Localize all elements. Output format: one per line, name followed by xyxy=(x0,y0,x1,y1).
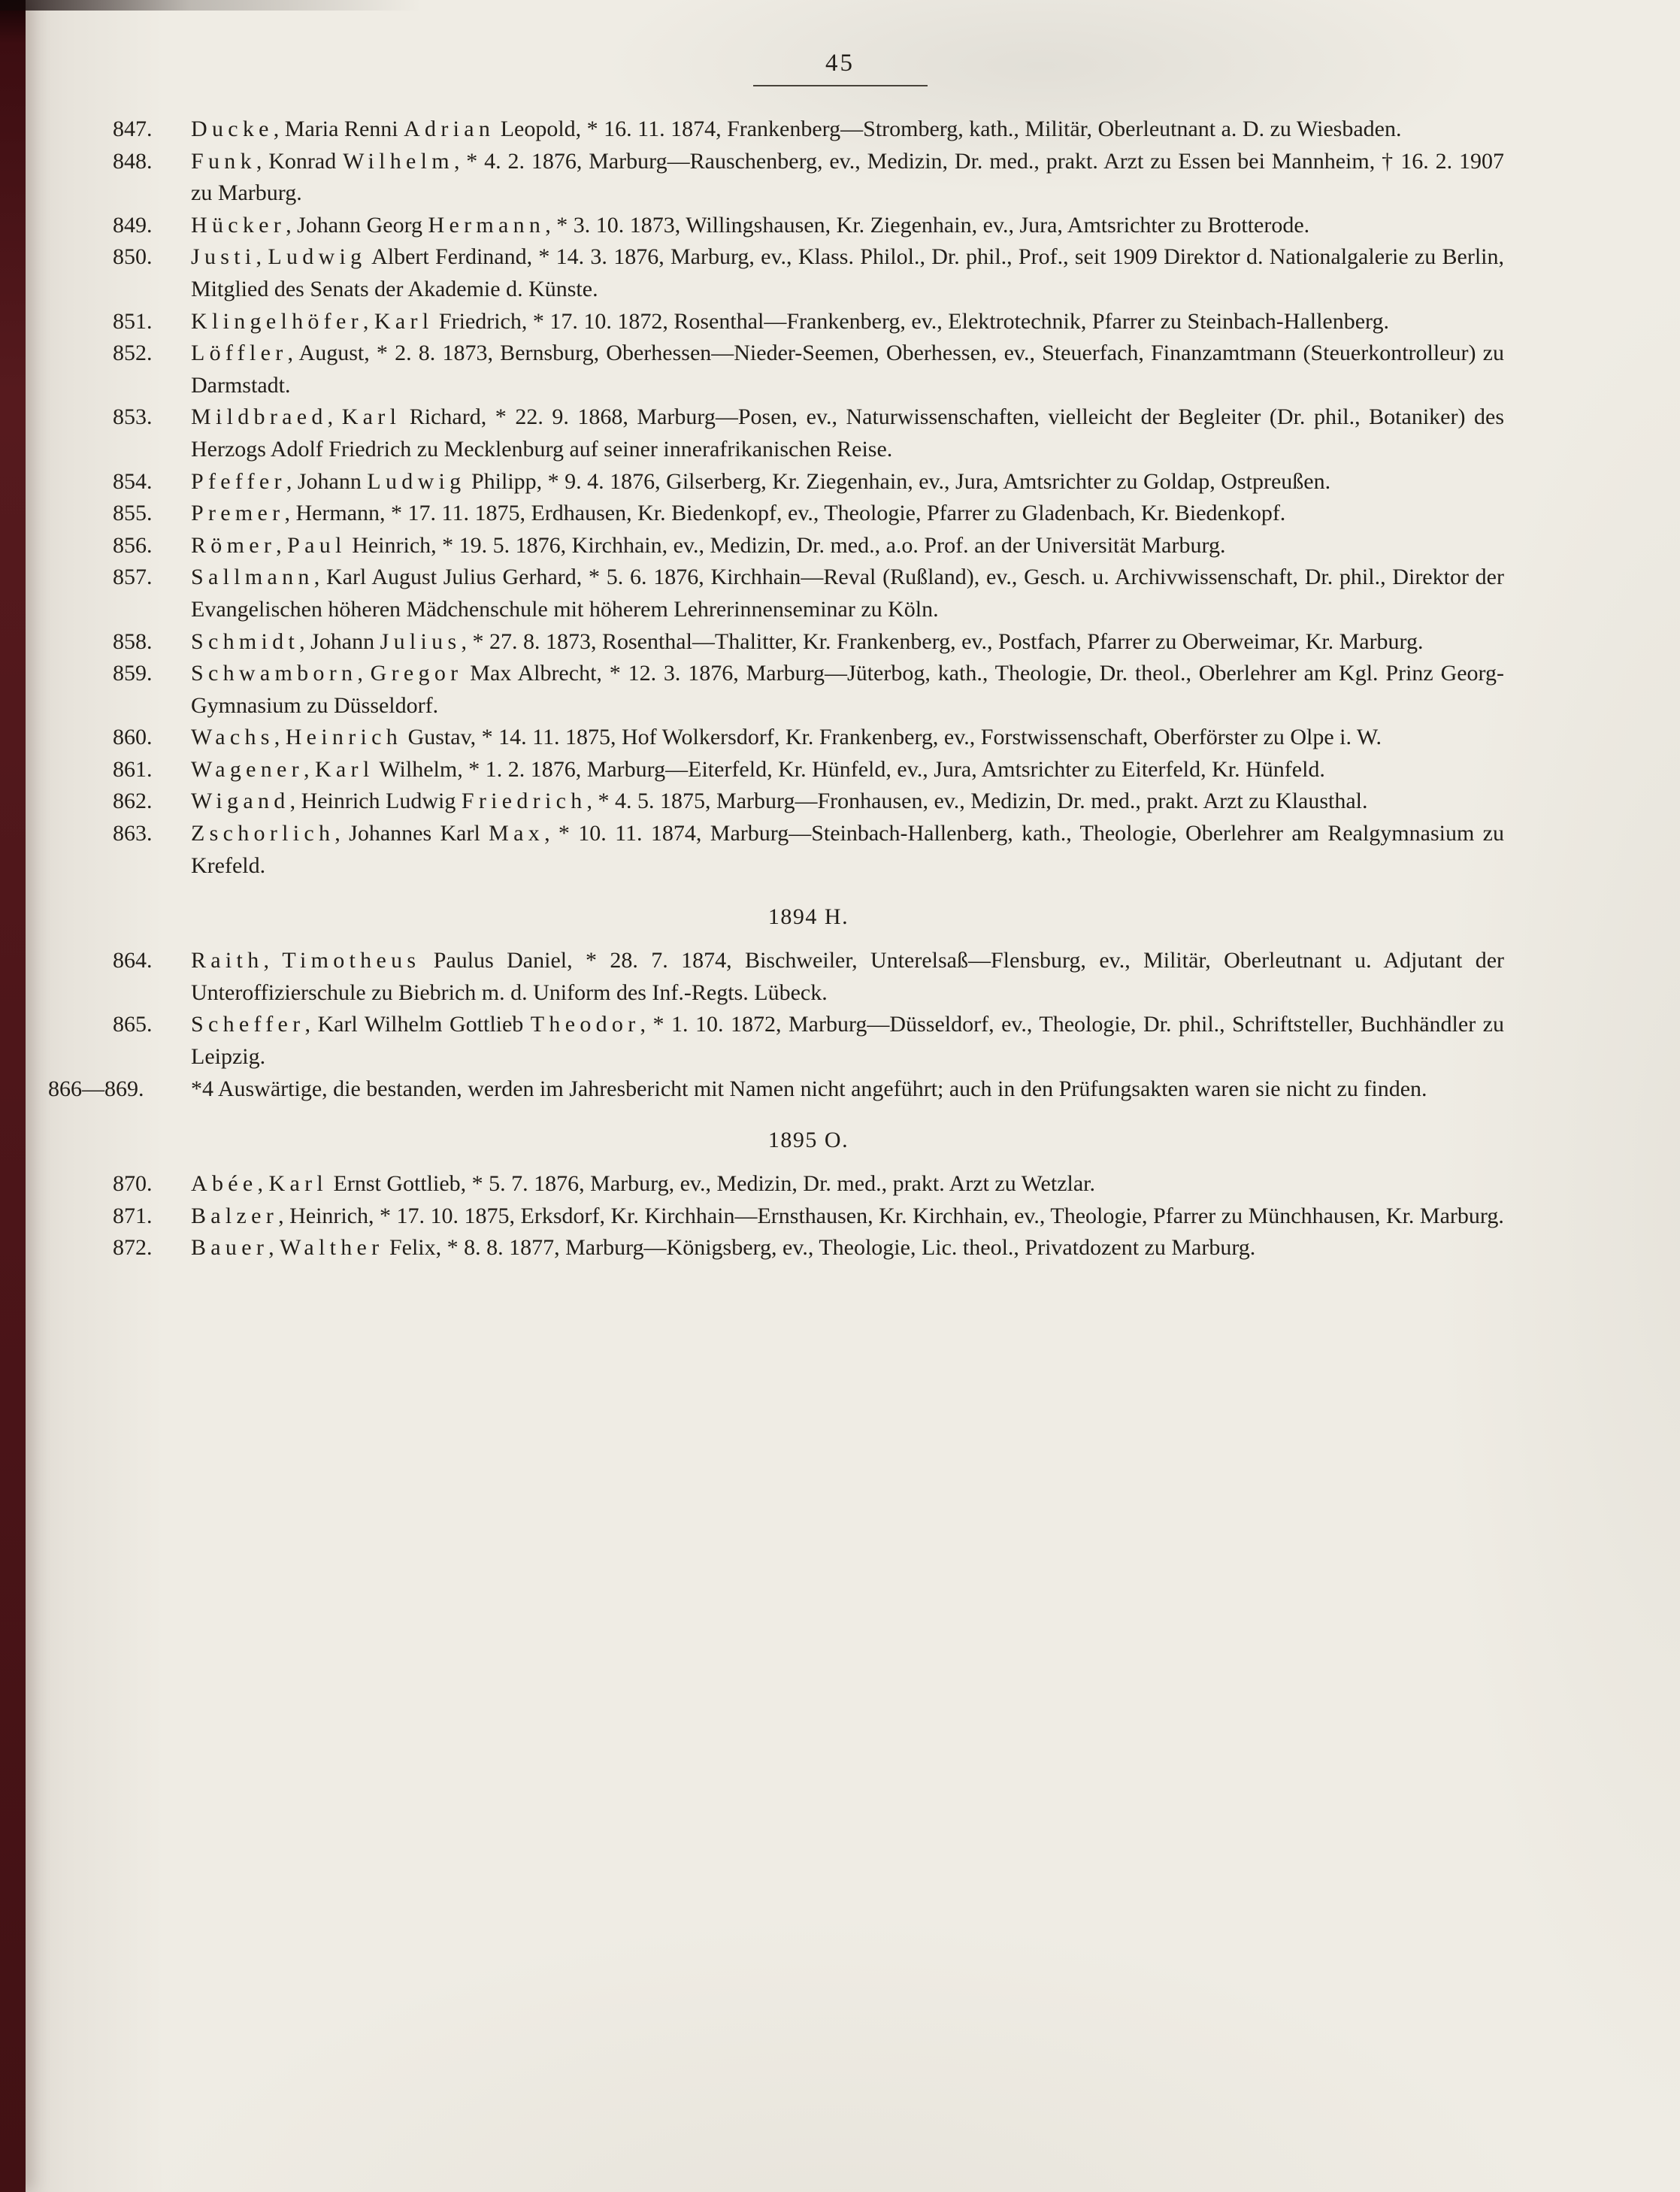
entry-number: 852. xyxy=(113,341,153,366)
letterspaced-name: Klingelhöfer xyxy=(191,308,363,334)
entry-number: 865. xyxy=(113,1012,153,1037)
entry-number: 870. xyxy=(113,1171,153,1197)
entry-text: Ducke, Maria Renni Adrian Leopold, * 16. 11. 1874, Frankenberg—Stromberg, kath., Militär, Oberleutnant a. D. zu Wiesbaden. xyxy=(191,117,1402,141)
entry-text: Balzer, Heinrich, * 17. 10. 1875, Erksdorf, Kr. Kirchhain—Ernsthausen, Kr. Kirchhain, ev., Theologie, Pfarrer zu Münchhausen, Kr. Marburg. xyxy=(191,1203,1504,1228)
list-item xyxy=(113,466,1504,498)
letterspaced-name: Zschorlich xyxy=(191,821,335,846)
entry-text: Scheffer, Karl Wilhelm Gottlieb Theodor, * 1. 10. 1872, Marburg—Düsseldorf, ev., Theologie, Dr. phil., Schriftsteller, Buchhändler zu Leipzig. xyxy=(191,1012,1504,1070)
letterspaced-name: Paul xyxy=(287,532,347,558)
letterspaced-name: Römer xyxy=(191,532,277,558)
letterspaced-name: Timotheus xyxy=(282,948,421,973)
letterspaced-name: Bauer xyxy=(191,1235,269,1261)
list-item xyxy=(48,1073,1504,1106)
letterspaced-name: Abée xyxy=(191,1171,258,1197)
letterspaced-name: Schwamborn xyxy=(191,661,358,686)
letterspaced-name: Raith xyxy=(191,948,264,973)
entry-text: Römer, Paul Heinrich, * 19. 5. 1876, Kirchhain, ev., Medizin, Dr. med., a.o. Prof. an der Universität Marburg. xyxy=(191,532,1226,558)
letterspaced-name: Ludwig xyxy=(268,244,367,270)
entry-number: 847. xyxy=(113,117,153,141)
letterspaced-name: Premer xyxy=(191,501,285,526)
page-header xyxy=(0,0,1680,86)
letterspaced-name: Julius xyxy=(380,628,462,654)
entry-number: 854. xyxy=(113,468,153,494)
entry-number: 862. xyxy=(113,789,153,814)
letterspaced-name: Hermann xyxy=(428,212,546,238)
list-item xyxy=(113,626,1504,659)
entry-number: 856. xyxy=(113,532,153,558)
letterspaced-name: Karl xyxy=(268,1171,328,1197)
letterspaced-name: Karl xyxy=(374,308,434,334)
entry-number: 853. xyxy=(113,404,153,430)
letterspaced-name: Funk xyxy=(191,148,256,174)
entry-text: Löffler, August, * 2. 8. 1873, Bernsburg, Oberhessen—Nieder-Seemen, Oberhessen, ev., Steuerfach, Finanzamtmann (Steuerkontrolleur) zu Darmstadt. xyxy=(191,341,1504,398)
entry-text: Wigand, Heinrich Ludwig Friedrich, * 4. 5. 1875, Marburg—Fronhausen, ev., Medizin, Dr. med., prakt. Arzt zu Klausthal. xyxy=(191,789,1368,814)
entry-text: Funk, Konrad Wilhelm, * 4. 2. 1876, Marburg—Rauschenberg, ev., Medizin, Dr. med., prakt. Arzt zu Essen bei Mannheim, † 16. 2. 1907 zu Marburg. xyxy=(191,148,1504,206)
list-item xyxy=(113,146,1504,210)
letterspaced-name: Max xyxy=(489,821,545,846)
letterspaced-name: Justi xyxy=(191,244,256,270)
letterspaced-name: Wagener xyxy=(191,756,304,782)
entry-text: Schwamborn, Gregor Max Albrecht, * 12. 3. 1876, Marburg—Jüterbog, kath., Theologie, Dr. theol., Oberlehrer am Kgl. Prinz Georg-Gymnasium zu Düsseldorf. xyxy=(191,661,1504,718)
entry-text: Bauer, Walther Felix, * 8. 8. 1877, Marburg—Königsberg, ev., Theologie, Lic. theol., Privatdozent zu Marburg. xyxy=(191,1235,1256,1261)
entry-text: Wagener, Karl Wilhelm, * 1. 2. 1876, Marburg—Eiterfeld, Kr. Hünfeld, ev., Jura, Amtsrichter zu Eiterfeld, Kr. Hünfeld. xyxy=(191,756,1325,782)
letterspaced-name: Ducke xyxy=(191,117,274,141)
list-item xyxy=(113,562,1504,625)
entry-number: 855. xyxy=(113,501,153,526)
letterspaced-name: Pfeffer xyxy=(191,468,286,494)
letterspaced-name: Löffler xyxy=(191,341,288,366)
entry-number: 859. xyxy=(113,661,153,686)
page-number-rule xyxy=(753,85,928,86)
entry-text: Abée, Karl Ernst Gottlieb, * 5. 7. 1876, Marburg, ev., Medizin, Dr. med., prakt. Arzt zu Wetzlar. xyxy=(191,1171,1096,1197)
list-item xyxy=(113,114,1504,146)
letterspaced-name: Ludwig xyxy=(367,468,466,494)
letterspaced-name: Scheffer xyxy=(191,1012,305,1037)
entry-text: Wachs, Heinrich Gustav, * 14. 11. 1875, Hof Wolkersdorf, Kr. Frankenberg, ev., Forstwissenschaft, Oberförster zu Olpe i. W. xyxy=(191,725,1382,750)
list-item xyxy=(113,1009,1504,1073)
entry-number: 860. xyxy=(113,725,153,750)
entry-text: Raith, Timotheus Paulus Daniel, * 28. 7. 1874, Bischweiler, Unterelsaß—Flensburg, ev., Militär, Oberleutnant u. Adjutant der Unteroffizierschule zu Biebrich m. d. Uniform des Inf.-Regts. Lübeck. xyxy=(191,948,1504,1005)
entry-number: 850. xyxy=(113,244,153,270)
entry-text: Schmidt, Johann Julius, * 27. 8. 1873, Rosenthal—Thalitter, Kr. Frankenberg, ev., Postfach, Pfarrer zu Oberweimar, Kr. Marburg. xyxy=(191,628,1424,654)
letterspaced-name: Wachs xyxy=(191,725,274,750)
list-item xyxy=(113,818,1504,882)
letterspaced-name: Theodor xyxy=(530,1012,640,1037)
letterspaced-name: Walther xyxy=(280,1235,384,1261)
entry-number: 861. xyxy=(113,756,153,782)
list-item xyxy=(113,1200,1504,1233)
letterspaced-name: Friedrich xyxy=(461,789,587,814)
letterspaced-name: Balzer xyxy=(191,1203,279,1228)
list-item xyxy=(113,210,1504,242)
list-item xyxy=(113,658,1504,722)
letterspaced-name: Mildbraed xyxy=(191,404,328,430)
list-item xyxy=(113,1168,1504,1200)
entry-number: 866—869. xyxy=(48,1076,144,1101)
entry-number: 858. xyxy=(113,628,153,654)
book-binding-edge xyxy=(0,0,26,2192)
entry-number: 863. xyxy=(113,821,153,846)
entry-number: 857. xyxy=(113,565,153,590)
letterspaced-name: Hücker xyxy=(191,212,286,238)
letterspaced-name: Gregor xyxy=(370,661,463,686)
letterspaced-name: Heinrich xyxy=(285,725,403,750)
entry-text: Mildbraed, Karl Richard, * 22. 9. 1868, Marburg—Posen, ev., Naturwissenschaften, vielleicht der Begleiter (Dr. phil., Botaniker) des Herzogs Adolf Friedrich zu Mecklenburg auf seiner innerafrikanischen Reise. xyxy=(191,404,1504,462)
entry-list xyxy=(48,114,1504,1264)
page-number: 45 xyxy=(825,50,855,77)
letterspaced-name: Adrian xyxy=(404,117,495,141)
letterspaced-name: Sallmann xyxy=(191,565,314,590)
entry-text: Zschorlich, Johannes Karl Max, * 10. 11. 1874, Marburg—Steinbach-Hallenberg, kath., Theologie, Oberlehrer am Realgymnasium zu Krefeld. xyxy=(191,821,1504,878)
entry-number: 849. xyxy=(113,212,153,238)
entry-number: 871. xyxy=(113,1203,153,1228)
entry-number: 851. xyxy=(113,308,153,334)
list-item xyxy=(113,1232,1504,1264)
entry-text: Klingelhöfer, Karl Friedrich, * 17. 10. 1872, Rosenthal—Frankenberg, ev., Elektrotechnik, Pfarrer zu Steinbach-Hallenberg. xyxy=(191,308,1390,334)
list-item xyxy=(113,306,1504,338)
section-heading: 1894 H. xyxy=(767,904,849,930)
letterspaced-name: Karl xyxy=(341,404,401,430)
entry-text: Premer, Hermann, * 17. 11. 1875, Erdhausen, Kr. Biedenkopf, ev., Theologie, Pfarrer zu Gladenbach, Kr. Biedenkopf. xyxy=(191,501,1286,526)
entry-text: Pfeffer, Johann Ludwig Philipp, * 9. 4. 1876, Gilserberg, Kr. Ziegenhain, ev., Jura, Amtsrichter zu Goldap, Ostpreußen. xyxy=(191,468,1331,494)
list-item xyxy=(113,498,1504,530)
list-item xyxy=(113,401,1504,465)
list-item xyxy=(113,786,1504,818)
entry-text: Justi, Ludwig Albert Ferdinand, * 14. 3. 1876, Marburg, ev., Klass. Philol., Dr. phil., Prof., seit 1909 Direktor d. Nationalgalerie zu Berlin, Mitglied des Senats der Akademie d. Künste. xyxy=(191,244,1504,301)
list-item xyxy=(113,530,1504,562)
list-item xyxy=(113,722,1504,754)
section-heading: 1895 O. xyxy=(767,1128,849,1153)
entry-text: *4 Auswärtige, die bestanden, werden im Jahresbericht mit Namen nicht angeführt; auch in den Prüfungsakten waren sie nicht zu finden. xyxy=(191,1076,1427,1101)
list-item xyxy=(113,241,1504,305)
entry-text: Sallmann, Karl August Julius Gerhard, * 5. 6. 1876, Kirchhain—Reval (Rußland), ev., Gesch. u. Archivwissenschaft, Dr. phil., Direktor der Evangelischen höheren Mädchenschule mit höherem Lehrerinnenseminar zu Köln. xyxy=(191,565,1504,622)
letterspaced-name: Wigand xyxy=(191,789,290,814)
entry-text: Hücker, Johann Georg Hermann, * 3. 10. 1873, Willingshausen, Kr. Ziegenhain, ev., Jura, Amtsrichter zu Brotterode. xyxy=(191,212,1310,238)
letterspaced-name: Wilhelm xyxy=(343,148,454,174)
letterspaced-name: Karl xyxy=(314,756,374,782)
list-item xyxy=(113,945,1504,1009)
entry-number: 864. xyxy=(113,948,153,973)
entry-number: 848. xyxy=(113,148,153,174)
scan-corner-shadow xyxy=(0,0,421,11)
letterspaced-name: Schmidt xyxy=(191,628,300,654)
list-item xyxy=(113,338,1504,401)
list-item xyxy=(113,754,1504,786)
entry-number: 872. xyxy=(113,1235,153,1261)
